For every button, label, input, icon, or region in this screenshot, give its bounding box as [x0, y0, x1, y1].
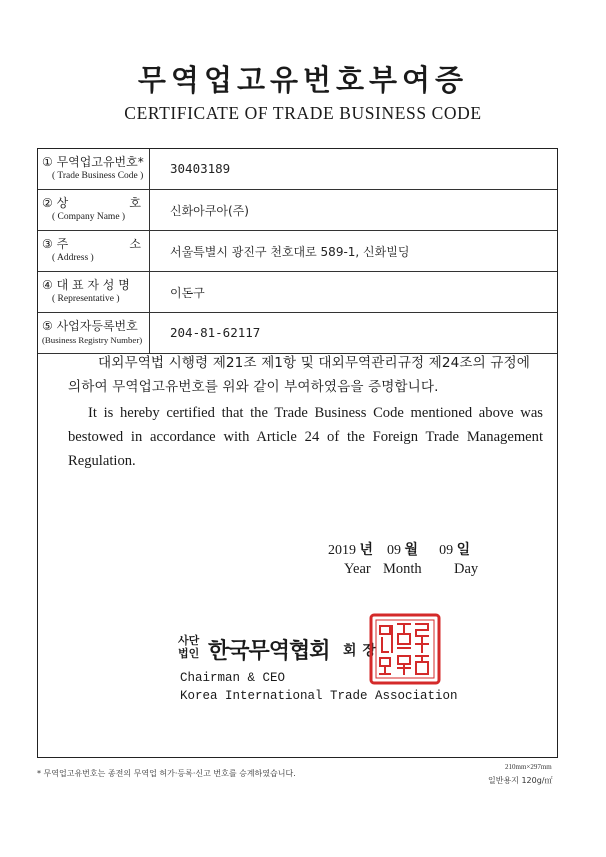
- address-label: [38, 231, 150, 271]
- company-name-label-ko-part1: ② 상: [42, 196, 69, 210]
- info-table: [38, 149, 557, 354]
- issue-month: 09: [387, 543, 402, 558]
- address-value: 서울특별시 광진구 천호대로 589-1, 신화빌딩: [170, 245, 410, 259]
- certificate-title-korean: 무역업고유번호부여증: [137, 63, 469, 97]
- day-unit: 일: [456, 542, 471, 558]
- day-label-en: Day: [454, 561, 479, 577]
- corporate-prefix: [178, 634, 204, 660]
- trade-code-label-en: ( Trade Business Code ): [52, 171, 144, 181]
- address-label-ko-part1: ③ 주: [42, 237, 69, 251]
- month-unit: 월: [404, 542, 419, 558]
- company-name-label: [38, 190, 150, 230]
- corporate-prefix-line1: 사단: [178, 634, 200, 647]
- company-name-row: [38, 190, 557, 231]
- business-registry-label-en: (Business Registry Number): [42, 335, 143, 345]
- issuer-title-en: Chairman & CEO: [180, 671, 286, 685]
- issuer-org-en: Korea International Trade Association: [180, 689, 458, 703]
- issuer-title: 회장: [343, 643, 383, 659]
- representative-label: [38, 272, 150, 312]
- certification-text-korean: 대외무역법 시행령 제21조 제1항 및 대외무역관리규정 제24조의 규정에 의하여 무역업고유번호를 위와 같이 부여하였음을 증명합니다.: [68, 355, 530, 395]
- trade-code-value: 30403189: [170, 161, 231, 176]
- representative-label-en: ( Representative ): [52, 294, 120, 304]
- address-label-en: ( Address ): [52, 253, 94, 263]
- company-name-label-en: ( Company Name ): [52, 212, 126, 222]
- issue-year: 2019: [328, 543, 356, 558]
- representative-row: [38, 272, 557, 313]
- paper-size: 210mm×297mm: [505, 763, 552, 771]
- company-name-label-ko: [42, 194, 141, 211]
- representative-label-ko: ④ 대 표 자 성 명: [42, 278, 130, 292]
- month-label-en: Month: [383, 561, 422, 577]
- business-registry-label: [38, 313, 150, 353]
- business-registry-label-ko: ⑤ 사업자등록번호: [42, 319, 138, 333]
- certificate-title-english: CERTIFICATE OF TRADE BUSINESS CODE: [124, 103, 482, 123]
- trade-code-row: [38, 149, 557, 190]
- footnote: * 무역업고유번호는 종전의 무역업 허가·등록·신고 번호를 승계하였습니다.: [37, 769, 296, 778]
- company-name-value: 신화아쿠아(주): [170, 204, 249, 218]
- issue-date: [328, 539, 470, 559]
- certification-text-english: It is hereby certified that the Trade Business Code mentioned above was bestowed in accordance with Article 24 of the Foreign Trade Management Regulation.: [68, 405, 543, 469]
- address-label-ko: [42, 235, 141, 252]
- trade-code-label-ko: ① 무역업고유번호*: [42, 155, 144, 169]
- address-label-ko-part2: 소: [129, 237, 141, 251]
- company-name-label-ko-part2: 호: [129, 196, 141, 210]
- business-registry-row: [38, 313, 557, 354]
- trade-code-label: [38, 149, 150, 189]
- representative-value: 이돈구: [170, 286, 205, 300]
- paper-type: 일반용지 120g/㎡: [488, 776, 553, 785]
- corporate-prefix-line2: 법인: [178, 647, 200, 660]
- issuer-org-name: 한국무역협회: [208, 639, 330, 664]
- year-unit: 년: [359, 542, 374, 558]
- business-registry-value: 204-81-62117: [170, 325, 261, 340]
- issue-day: 09: [439, 543, 454, 558]
- official-seal-icon: [368, 612, 442, 686]
- address-row: [38, 231, 557, 272]
- year-label-en: Year: [344, 561, 371, 577]
- certificate-frame: [37, 148, 558, 758]
